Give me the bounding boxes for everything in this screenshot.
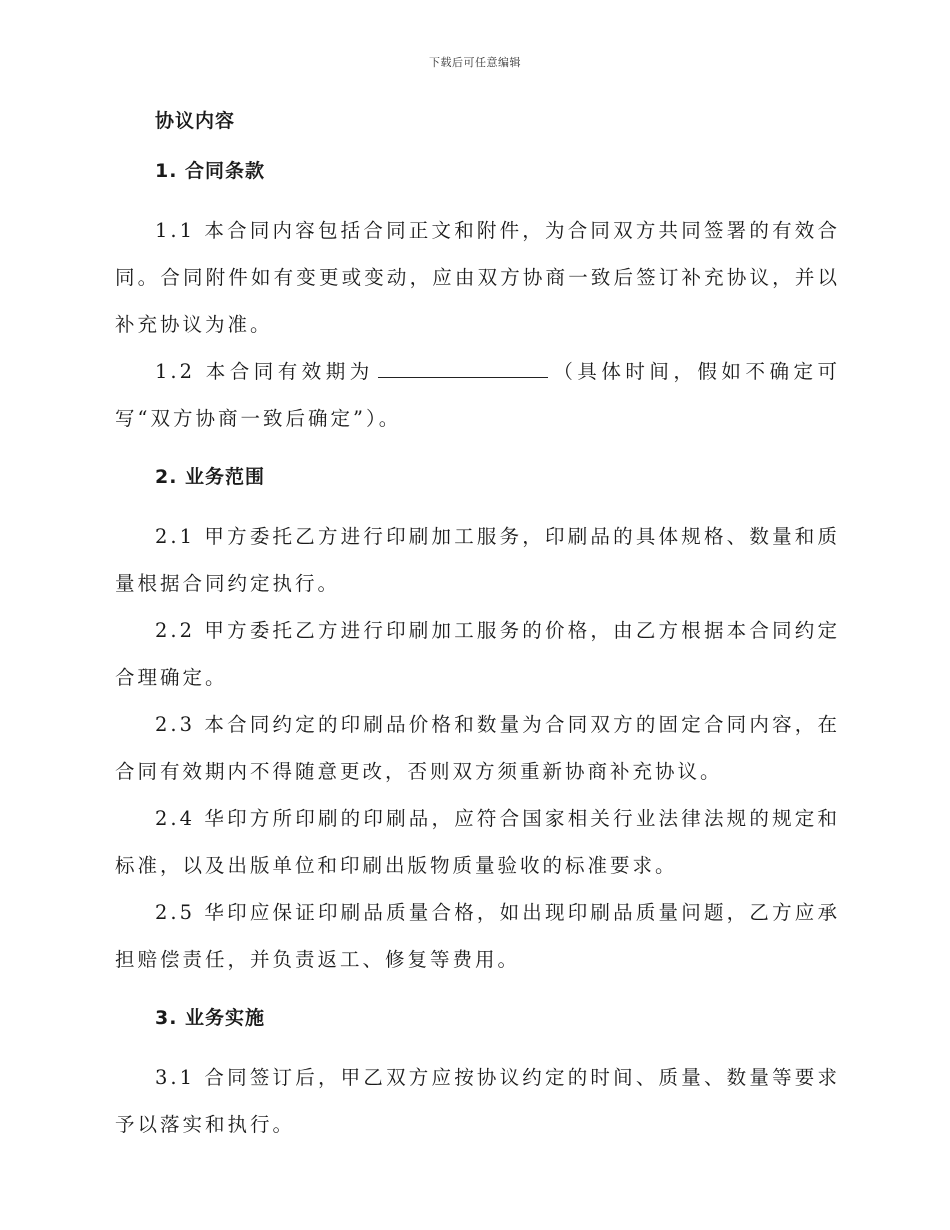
clause-2-2: 2.2 甲方委托乙方进行印刷加工服务的价格，由乙方根据本合同约定合理确定。 xyxy=(115,619,840,689)
clause-2-5: 2.5 华印应保证印刷品质量合格，如出现印刷品质量问题，乙方应承担赔偿责任，并负责返工、修复等费用。 xyxy=(115,901,840,971)
clause-3-1: 3.1 合同签订后，甲乙双方应按协议约定的时间、质量、数量等要求予以落实和执行。 xyxy=(115,1066,840,1136)
document-body xyxy=(115,108,840,1148)
section-heading-2: 2. 业务范围 xyxy=(155,466,266,488)
section-heading-3: 3. 业务实施 xyxy=(155,1007,266,1029)
document-title: 协议内容 xyxy=(155,110,236,132)
page-header: 下载后可任意编辑 xyxy=(429,56,521,69)
section-heading-1: 1. 合同条款 xyxy=(155,160,266,182)
clause-2-1: 2.1 甲方委托乙方进行印刷加工服务，印刷品的具体规格、数量和质量根据合同约定执行。 xyxy=(115,525,840,595)
clause-2-4: 2.4 华印方所印刷的印刷品，应符合国家相关行业法律法规的规定和标准，以及出版单位和印刷出版物质量验收的标准要求。 xyxy=(115,807,840,877)
clause-1-2-before: 1.2 本合同有效期为 xyxy=(155,360,374,383)
clause-1-1: 1.1 本合同内容包括合同正文和附件，为合同双方共同签署的有效合同。合同附件如有变更或变动，应由双方协商一致后签订补充协议，并以补充协议为准。 xyxy=(115,219,840,336)
validity-period-blank[interactable] xyxy=(378,359,548,378)
clause-1-2 xyxy=(115,348,840,442)
clause-1-2-after: （具体时间，假如不确定可写“双方协商一致后确定”）。 xyxy=(115,360,840,430)
clause-2-3: 2.3 本合同约定的印刷品价格和数量为合同双方的固定合同内容，在合同有效期内不得随意更改，否则双方须重新协商补充协议。 xyxy=(115,713,840,783)
